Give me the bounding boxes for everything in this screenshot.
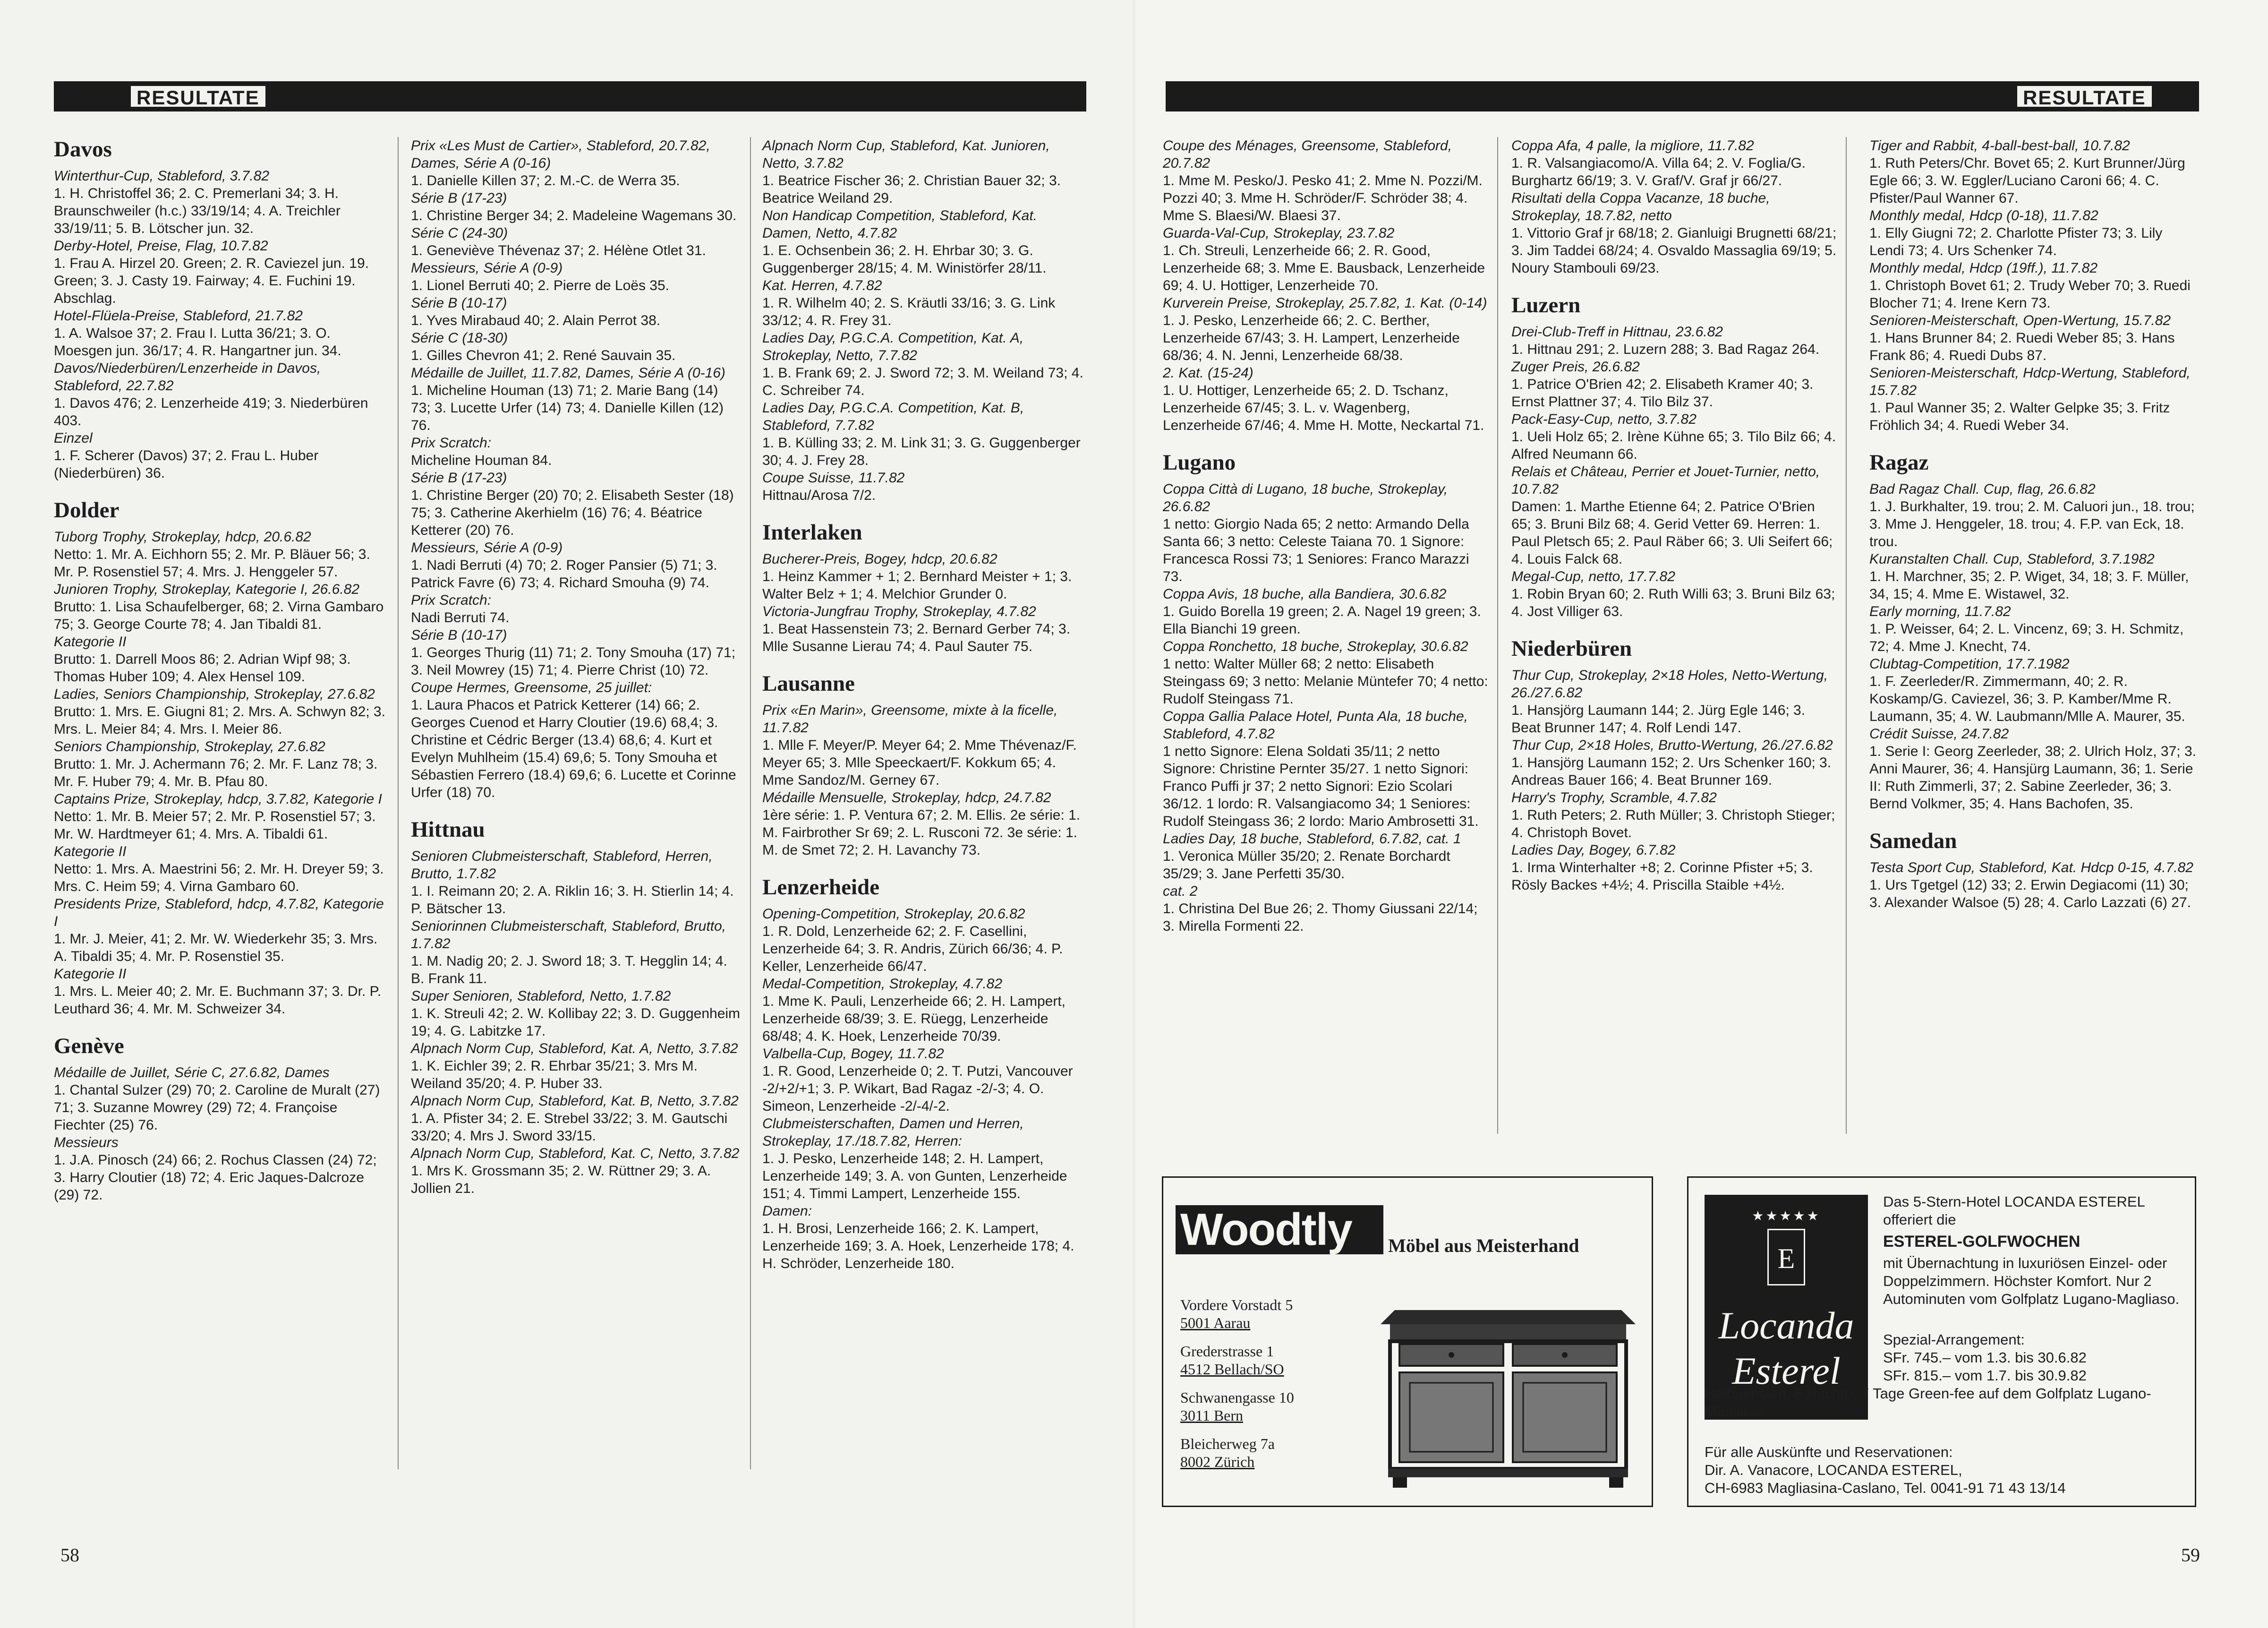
event-title: Ladies Day, P.G.C.A. Competition, Kat. B, Stableford, 7.7.82 — [762, 400, 1024, 433]
result-text: 1. I. Reimann 20; 2. A. Riklin 16; 3. H. Stierlin 14; 4. P. Bätscher 13. — [411, 883, 734, 917]
event-title: Ladies Day, 18 buche, Stableford, 6.7.82, cat. 1 — [1163, 831, 1461, 847]
result-text: 1. R. Wilhelm 40; 2. S. Kräutli 33/16; 3. G. Link 33/12; 4. R. Frey 31. — [762, 295, 1056, 328]
result-text: 1. Mrs. L. Meier 40; 2. Mr. E. Buchmann 37; 3. Dr. P. Leuthard 36; 4. Mr. M. Schweizer 34. — [54, 984, 382, 1017]
result-text: 1 netto: Giorgio Nada 65; 2 netto: Armando Della Santa 66; 3 netto: Celeste Taiana 70. 1 Signore: Francesca Rossi 73; 1 Seniores: Franco Marazzi 73. — [1163, 516, 1469, 584]
event-title: Non Handicap Competition, Stableford, Kat. Damen, Netto, 4.7.82 — [762, 208, 1037, 241]
esterel-price-2: SFr. 815.– vom 1.7. bis 30.9.82 — [1883, 1367, 2087, 1384]
column-divider — [398, 137, 399, 1469]
esterel-advertisement — [1687, 1176, 2196, 1507]
result-text: 1. Lionel Berruti 40; 2. Pierre de Loës 35. — [411, 278, 670, 293]
result-text: 1. K. Eichler 39; 2. R. Ehrbar 35/21; 3. Mrs M. Weiland 35/20; 4. P. Huber 33. — [411, 1058, 698, 1091]
event-title: Coppa Avis, 18 buche, alla Bandiera, 30.6.82 — [1163, 586, 1447, 602]
results-column-left-3 — [762, 137, 1090, 1272]
club-heading: Dolder — [54, 498, 119, 523]
result-text: 1. J. Burkhalter, 19. trou; 2. M. Caluori jun., 18. trou; 3. Mme J. Henggeler, 18. trou; 4. F.P. van Eck, 18. trou. — [1869, 499, 2195, 549]
event-title: Monthly medal, Hdcp (19ff.), 11.7.82 — [1869, 260, 2098, 276]
event-title: Kategorie II — [54, 634, 127, 650]
result-text: 1. Ueli Holz 65; 2. Irène Kühne 65; 3. Tilo Bilz 66; 4. Alfred Neumann 66. — [1511, 429, 1836, 462]
sideboard-illustration — [1381, 1291, 1636, 1490]
result-text: 1. Elly Giugni 72; 2. Charlotte Pfister 73; 3. Lily Lendi 73; 4. Urs Schenker 74. — [1869, 225, 2163, 258]
event-title: Pack-Easy-Cup, netto, 3.7.82 — [1511, 411, 1697, 427]
event-title: Harry's Trophy, Scramble, 4.7.82 — [1511, 790, 1717, 805]
address-street: Grederstrasse 1 — [1180, 1343, 1274, 1360]
club-heading: Luzern — [1511, 293, 1581, 317]
result-text: 1. F. Scherer (Davos) 37; 2. Frau L. Huber (Niederbüren) 36. — [54, 448, 319, 481]
club-heading: Davos — [54, 137, 112, 162]
event-title: cat. 2 — [1163, 883, 1198, 899]
event-title: Médaille de Juillet, Série C, 27.6.82, Dames — [54, 1065, 330, 1080]
section-header-bar — [54, 81, 1086, 111]
event-title: Monthly medal, Hdcp (0-18), 11.7.82 — [1869, 208, 2098, 223]
result-text: Damen: 1. Marthe Etienne 64; 2. Patrice O'Brien 65; 3. Bruni Bilz 68; 4. Gerid Vetter 69. Herren: 1. Paul Pletsch 65; 2. Paul Räber 66; 3. Uli Seifert 66; 4. Louis Falck 68. — [1511, 499, 1833, 567]
event-title: Seniorinnen Clubmeisterschaft, Stableford, Brutto, 1.7.82 — [411, 918, 726, 951]
result-text: 1 netto: Walter Müller 68; 2 netto: Elisabeth Steingass 69; 3 netto: Melanie Müntefer 70; 4 netto: Rudolf Steingass 71. — [1163, 656, 1488, 707]
event-title: Coppa Ronchetto, 18 buche, Strokeplay, 30.6.82 — [1163, 639, 1468, 654]
event-title: Coppa Afa, 4 palle, la migliore, 11.7.82 — [1511, 138, 1754, 154]
result-text: Brutto: 1. Lisa Schaufelberger, 68; 2. Virna Gambaro 75; 3. George Courte 78; 4. Jan Tibaldi 81. — [54, 599, 384, 632]
result-text: 1. J. Pesko, Lenzerheide 148; 2. H. Lampert, Lenzerheide 149; 3. A. von Gunten, Lenzerheide 151; 4. Timmi Lampert, Lenzerheide 155. — [762, 1151, 1067, 1201]
result-text: 1. Vittorio Graf jr 68/18; 2. Gianluigi Brugnetti 68/21; 3. Jim Taddei 68/24; 4. Osvaldo Massaglia 69/19; 5. Noury Stambouli 69/23. — [1511, 225, 1837, 276]
event-title: Bad Ragaz Chall. Cup, flag, 26.6.82 — [1869, 481, 2096, 497]
left-page — [0, 0, 1133, 1628]
result-text: 1. Danielle Killen 37; 2. M.-C. de Werra 35. — [411, 173, 680, 189]
event-title: Série B (10-17) — [411, 627, 507, 643]
results-column-right-3 — [1869, 137, 2197, 911]
event-title: Coupe Suisse, 11.7.82 — [762, 470, 905, 486]
result-text: 1. E. Ochsenbein 36; 2. H. Ehrbar 30; 3. G. Guggenberger 28/15; 4. M. Winistörfer 28/11. — [762, 243, 1047, 276]
result-text: 1. Veronica Müller 35/20; 2. Renate Borchardt 35/29; 3. Jane Perfetti 35/30. — [1163, 848, 1450, 882]
event-title: Thur Cup, Strokeplay, 2×18 Holes, Netto-Wertung, 26./27.6.82 — [1511, 668, 1828, 701]
event-title: Davos/Niederbüren/Lenzerheide in Davos, Stableford, 22.7.82 — [54, 360, 321, 394]
logo-line-2: Esterel — [1732, 1349, 1841, 1392]
event-title: Testa Sport Cup, Stableford, Kat. Hdcp 0-15, 4.7.82 — [1869, 860, 2193, 875]
result-text: 1. Nadi Berruti (4) 70; 2. Roger Pansier (5) 71; 3. Patrick Favre (6) 73; 4. Richard Smouha (9) 74. — [411, 557, 717, 591]
event-title: Guarda-Val-Cup, Strokeplay, 23.7.82 — [1163, 225, 1395, 241]
result-text: Micheline Houman 84. — [411, 453, 552, 468]
event-title: Damen: — [762, 1203, 812, 1219]
result-text: 1. Patrice O'Brien 42; 2. Elisabeth Kramer 40; 3. Ernst Plattner 37; 4. Tilo Bilz 37. — [1511, 377, 1814, 410]
club-heading: Lausanne — [762, 671, 855, 696]
result-text: 1. Robin Bryan 60; 2. Ruth Willi 63; 3. Bruni Bilz 63; 4. Jost Villiger 63. — [1511, 586, 1835, 619]
column-divider — [1497, 137, 1498, 1134]
result-text: 1. Paul Wanner 35; 2. Walter Gelpke 35; 3. Fritz Fröhlich 34; 4. Ruedi Weber 34. — [1869, 400, 2170, 433]
event-title: Médaille Mensuelle, Strokeplay, hdcp, 24.7.82 — [762, 790, 1051, 805]
event-title: Drei-Club-Treff in Hittnau, 23.6.82 — [1511, 324, 1723, 340]
event-title: Early morning, 11.7.82 — [1869, 604, 2011, 619]
event-title: Zuger Preis, 26.6.82 — [1511, 359, 1640, 375]
event-title: Einzel — [54, 430, 93, 446]
event-title: Senioren-Meisterschaft, Hdcp-Wertung, Stableford, 15.7.82 — [1869, 365, 2191, 398]
event-title: Prix Scratch: — [411, 435, 492, 451]
result-text: 1. R. Dold, Lenzerheide 62; 2. F. Casellini, Lenzerheide 64; 3. R. Andris, Zürich 66/36; 4. P. Keller, Lenzerheide 66/47. — [762, 924, 1063, 974]
event-title: Hotel-Flüela-Preise, Stableford, 21.7.82 — [54, 308, 303, 324]
result-text: 1. Urs Tgetgel (12) 33; 2. Erwin Degiacomi (11) 30; 3. Alexander Walsoe (5) 28; 4. Carlo Lazzati (6) 27. — [1869, 877, 2191, 910]
result-text: 1. M. Nadig 20; 2. J. Sword 18; 3. T. Hegglin 14; 4. B. Frank 11. — [411, 953, 727, 986]
result-text: Netto: 1. Mr. B. Meier 57; 2. Mr. P. Rosenstiel 57; 3. Mr. W. Hardtmeyer 61; 4. Mrs. A. Tibaldi 61. — [54, 809, 376, 842]
result-text: 1. Christine Berger 34; 2. Madeleine Wagemans 30. — [411, 208, 737, 223]
event-title: Tuborg Trophy, Strokeplay, hdcp, 20.6.82 — [54, 529, 311, 545]
woodtly-address-bellach — [1180, 1342, 1284, 1378]
esterel-details: Halbpension, 6 Nächte, 7 Tage Green-fee auf dem Golfplatz Lugano-Magliaso. — [1705, 1385, 2151, 1420]
address-city: 5001 Aarau — [1180, 1314, 1251, 1331]
crest-icon: E — [1767, 1229, 1805, 1285]
esterel-contact-1: Dir. A. Vanacore, LOCANDA ESTEREL, — [1705, 1462, 1962, 1478]
page-number: 58 — [60, 1544, 79, 1566]
event-title: Alpnach Norm Cup, Stableford, Kat. C, Netto, 3.7.82 — [411, 1146, 740, 1161]
result-text: Netto: 1. Mr. A. Eichhorn 55; 2. Mr. P. Bläuer 56; 3. Mr. P. Rosenstiel 57; 4. Mrs. J. Henggeler 57. — [54, 547, 370, 580]
section-header-bar — [1166, 81, 2199, 111]
page-number: 59 — [2181, 1544, 2200, 1566]
woodtly-address-zurich — [1180, 1435, 1275, 1471]
club-heading: Genève — [54, 1034, 124, 1058]
result-text: 1. Yves Mirabaud 40; 2. Alain Perrot 38. — [411, 313, 661, 328]
result-text: 1. A. Walsoe 37; 2. Frau I. Lutta 36/21; 3. O. Moesgen jun. 36/17; 4. R. Hangartner jun. 34. — [54, 326, 341, 359]
address-street: Bleicherweg 7a — [1180, 1435, 1275, 1452]
event-title: Victoria-Jungfrau Trophy, Strokeplay, 4.7.82 — [762, 604, 1036, 619]
result-text: 1. Micheline Houman (13) 71; 2. Marie Bang (14) 73; 3. Lucette Urfer (14) 73; 4. Danielle Killen (12) 76. — [411, 383, 724, 433]
esterel-contact-intro: Für alle Auskünfte und Reservationen: — [1705, 1444, 1953, 1460]
event-title: Kuranstalten Chall. Cup, Stableford, 3.7.1982 — [1869, 551, 2155, 567]
event-title: Kurverein Preise, Strokeplay, 25.7.82, 1. Kat. (0-14) — [1163, 295, 1487, 311]
club-heading: Lenzerheide — [762, 875, 879, 900]
event-title: Série C (18-30) — [411, 330, 508, 346]
address-city: 8002 Zürich — [1180, 1453, 1255, 1470]
result-text: 1. Mr. J. Meier, 41; 2. Mr. W. Wiederkehr 35; 3. Mrs. A. Tibaldi 35; 4. Mr. P. Rosenstiel 35. — [54, 931, 378, 964]
result-text: 1. B. Frank 69; 2. J. Sword 72; 3. M. Weiland 73; 4. C. Schreiber 74. — [762, 365, 1083, 398]
event-title: Messieurs — [54, 1135, 119, 1150]
event-title: Risultati della Coppa Vacanze, 18 buche, Strokeplay, 18.7.82, netto — [1511, 190, 1770, 223]
event-title: Coupe Hermes, Greensome, 25 juillet: — [411, 680, 652, 695]
result-text: 1. R. Valsangiacomo/A. Villa 64; 2. V. Foglia/G. Burghartz 66/19; 3. V. Graf/V. Graf jr 66/27. — [1511, 155, 1806, 189]
event-title: Megal-Cup, netto, 17.7.82 — [1511, 569, 1675, 584]
event-title: Médaille de Juillet, 11.7.82, Dames, Série A (0-16) — [411, 365, 725, 381]
result-text: 1. Mlle F. Meyer/P. Meyer 64; 2. Mme Thévenaz/F. Meyer 65; 3. Mlle Speeckaert/F. Kokkum 65; 4. Mme Sandoz/M. Gerney 67. — [762, 737, 1077, 788]
woodtly-address-bern — [1180, 1388, 1294, 1424]
results-column-left-2 — [411, 137, 742, 1197]
result-text: 1. B. Külling 33; 2. M. Link 31; 3. G. Guggenberger 30; 4. J. Frey 28. — [762, 435, 1081, 468]
event-title: Prix «Les Must de Cartier», Stableford, 20.7.82, Dames, Série A (0-16) — [411, 138, 710, 171]
club-heading: Hittnau — [411, 817, 485, 842]
event-title: Coppa Gallia Palace Hotel, Punta Ala, 18 buche, Stableford, 4.7.82 — [1163, 709, 1468, 742]
event-title: Série B (10-17) — [411, 295, 507, 311]
result-text: 1. R. Good, Lenzerheide 0; 2. T. Putzi, Vancouver -2/+2/+1; 3. P. Wikart, Bad Ragaz -2/-3; 4. O. Simeon, Lenzerheide -2/-4/-2. — [762, 1063, 1073, 1114]
event-title: Valbella-Cup, Bogey, 11.7.82 — [762, 1046, 944, 1062]
event-title: Thur Cup, 2×18 Holes, Brutto-Wertung, 26./27.6.82 — [1511, 737, 1833, 753]
result-text: 1. A. Pfister 34; 2. E. Strebel 33/22; 3. M. Gautschi 33/20; 4. Mrs J. Sword 33/15. — [411, 1111, 728, 1144]
address-street: Schwanengasse 10 — [1180, 1389, 1294, 1406]
event-title: Clubmeisterschaften, Damen und Herren, Strokeplay, 17./18.7.82, Herren: — [762, 1116, 1024, 1149]
result-text: 1. P. Weisser, 64; 2. L. Vincenz, 69; 3. H. Schmitz, 72; 4. Mme J. Knecht, 74. — [1869, 621, 2184, 654]
event-title: Junioren Trophy, Strokeplay, Kategorie I, 26.6.82 — [54, 582, 360, 597]
event-title: Super Senioren, Stableford, Netto, 1.7.82 — [411, 988, 671, 1004]
event-title: Série C (24-30) — [411, 225, 508, 241]
result-text: 1. Hittnau 291; 2. Luzern 288; 3. Bad Ragaz 264. — [1511, 342, 1820, 357]
right-page — [1135, 0, 2268, 1628]
result-text: 1. Georges Thurig (11) 71; 2. Tony Smouha (17) 71; 3. Neil Mowrey (15) 71; 4. Pierre Christ (10) 72. — [411, 645, 736, 678]
event-title: Medal-Competition, Strokeplay, 4.7.82 — [762, 976, 1003, 992]
event-title: Alpnach Norm Cup, Stableford, Kat. B, Netto, 3.7.82 — [411, 1093, 739, 1109]
result-text: 1. Christoph Bovet 61; 2. Trudy Weber 70; 3. Ruedi Blocher 71; 4. Irene Kern 73. — [1869, 278, 2191, 311]
results-column-right-1 — [1163, 137, 1489, 935]
address-city: 3011 Bern — [1180, 1407, 1244, 1424]
result-text: 1. H. Marchner, 35; 2. P. Wiget, 34, 18; 3. F. Müller, 34, 15; 4. Mme E. Wistawel, 32. — [1869, 569, 2189, 602]
event-title: Série B (17-23) — [411, 190, 507, 206]
column-divider — [1846, 137, 1847, 1134]
result-text: Nadi Berruti 74. — [411, 610, 510, 625]
results-column-right-2 — [1511, 137, 1837, 894]
result-text: 1. Beatrice Fischer 36; 2. Christian Bauer 32; 3. Beatrice Weiland 29. — [762, 173, 1061, 206]
result-text: 1. Gilles Chevron 41; 2. René Sauvain 35. — [411, 348, 676, 363]
result-text: 1. Hansjörg Laumann 152; 2. Urs Schenker 160; 3. Andreas Bauer 166; 4. Beat Brunner 169. — [1511, 755, 1832, 788]
result-text: 1. Hans Brunner 84; 2. Ruedi Weber 85; 3. Hans Frank 86; 4. Ruedi Dubs 87. — [1869, 330, 2175, 363]
result-text: 1. Hansjörg Laumann 144; 2. Jürg Egle 146; 3. Beat Brunner 147; 4. Rolf Lendi 147. — [1511, 703, 1806, 736]
event-title: 2. Kat. (15-24) — [1163, 365, 1253, 381]
results-column-left-1 — [54, 137, 390, 1204]
address-city: 4512 Bellach/SO — [1180, 1361, 1284, 1378]
result-text: 1. Mrs K. Grossmann 35; 2. W. Rüttner 29; 3. A. Jollien 21. — [411, 1163, 711, 1196]
esterel-price-1: SFr. 745.– vom 1.3. bis 30.6.82 — [1883, 1349, 2087, 1366]
event-title: Presidents Prize, Stableford, hdcp, 4.7.82, Kategorie I — [54, 896, 384, 929]
event-title: Opening-Competition, Strokeplay, 20.6.82 — [762, 906, 1025, 922]
section-header-label: RESULTATE — [129, 85, 267, 108]
section-header-label: RESULTATE — [2016, 85, 2153, 108]
event-title: Série B (17-23) — [411, 470, 507, 486]
result-text: 1. Laura Phacos et Patrick Ketterer (14) 66; 2. Georges Cuenod et Harry Cloutier (19.6) 68,4; 3. Christine et Cédric Berger (13.4) 68,6; 4. Kurt et Evelyn Muhlheim (15.4) 69,6; 5. Tony Smouha et Sébastien Ferrero (18.4) 69,6; 6. Lucette et Corinne Urfer (18) 70. — [411, 697, 736, 800]
event-title: Messieurs, Série A (0-9) — [411, 540, 563, 556]
event-title: Coupe des Ménages, Greensome, Stableford, 20.7.82 — [1163, 138, 1452, 171]
event-title: Alpnach Norm Cup, Stableford, Kat. Junioren, Netto, 3.7.82 — [762, 138, 1050, 171]
result-text: 1. K. Streuli 42; 2. W. Kollibay 22; 3. D. Guggenheim 19; 4. G. Labitzke 17. — [411, 1006, 741, 1039]
result-text: 1. Chantal Sulzer (29) 70; 2. Caroline de Muralt (27) 71; 3. Suzanne Mowrey (29) 72; 4. Françoise Fiechter (25) 76. — [54, 1082, 380, 1133]
woodtly-logo: Woodtly — [1176, 1205, 1383, 1254]
result-text: 1. Mme M. Pesko/J. Pesko 41; 2. Mme N. Pozzi/M. Pozzi 40; 3. Mme H. Schröder/F. Schröder 38; 4. Mme S. Blaesi/W. Blaesi 37. — [1163, 173, 1483, 223]
event-title: Bucherer-Preis, Bogey, hdcp, 20.6.82 — [762, 551, 998, 567]
event-title: Derby-Hotel, Preise, Flag, 10.7.82 — [54, 238, 268, 254]
event-title: Tiger and Rabbit, 4-ball-best-ball, 10.7.82 — [1869, 138, 2130, 154]
result-text: 1. J.A. Pinosch (24) 66; 2. Rochus Classen (24) 72; 3. Harry Cloutier (18) 72; 4. Eric Jaques-Dalcroze (29) 72. — [54, 1152, 377, 1203]
event-title: Prix Scratch: — [411, 592, 492, 608]
club-heading: Lugano — [1163, 450, 1236, 475]
result-text: 1. Ruth Peters/Chr. Bovet 65; 2. Kurt Brunner/Jürg Egle 66; 3. W. Eggler/Luciano Caroni 66; 4. C. Pfister/Paul Wanner 67. — [1869, 155, 2185, 206]
column-divider — [750, 137, 751, 1469]
woodtly-address-aarau — [1180, 1296, 1293, 1332]
result-text: 1. Irma Winterhalter +8; 2. Corinne Pfister +5; 3. Rösly Backes +4½; 4. Priscilla Staible +4½. — [1511, 860, 1813, 893]
result-text: 1. Geneviève Thévenaz 37; 2. Hélène Otlet 31. — [411, 243, 706, 258]
woodtly-tagline: Möbel aus Meisterhand — [1388, 1235, 1579, 1256]
event-title: Captains Prize, Strokeplay, hdcp, 3.7.82, Kategorie I — [54, 791, 382, 807]
address-street: Vordere Vorstadt 5 — [1180, 1296, 1293, 1313]
event-title: Crédit Suisse, 24.7.82 — [1869, 726, 2009, 742]
esterel-contact-2: CH-6983 Magliasina-Caslano, Tel. 0041-91 71 43 13/14 — [1705, 1480, 2066, 1496]
esterel-special-label: Spezial-Arrangement: — [1883, 1331, 2025, 1348]
event-title: Winterthur-Cup, Stableford, 3.7.82 — [54, 168, 270, 184]
result-text: 1. J. Pesko, Lenzerheide 66; 2. C. Berther, Lenzerheide 67/43; 3. H. Lampert, Lenzerheide 68/36; 4. N. Jenni, Lenzerheide 68/38. — [1163, 313, 1460, 363]
event-title: Coppa Città di Lugano, 18 buche, Strokeplay, 26.6.82 — [1163, 481, 1448, 514]
result-text: Hittnau/Arosa 7/2. — [762, 488, 876, 503]
club-heading: Ragaz — [1869, 450, 1929, 475]
result-text: 1. Beat Hassenstein 73; 2. Bernard Gerber 74; 3. Mlle Susanne Lierau 74; 4. Paul Sauter 75. — [762, 621, 1071, 654]
event-title: Alpnach Norm Cup, Stableford, Kat. A, Netto, 3.7.82 — [411, 1041, 738, 1056]
result-text: 1. Ruth Peters; 2. Ruth Müller; 3. Christoph Stieger; 4. Christoph Bovet. — [1511, 807, 1835, 840]
woodtly-advertisement — [1162, 1176, 1653, 1507]
esterel-intro: Das 5-Stern-Hotel LOCANDA ESTEREL offeriert die — [1883, 1193, 2145, 1228]
result-text: 1. H. Christoffel 36; 2. C. Premerlani 34; 3. H. Braunschweiler (h.c.) 33/19/14; 4. A. Treichler 33/19/11; 5. B. Lötscher jun. 32. — [54, 186, 341, 236]
five-stars-icon: ★★★★★ — [1752, 1208, 1821, 1223]
result-text: 1 netto Signore: Elena Soldati 35/11; 2 netto Signore: Christine Pernter 35/27. 1 netto Signori: Franco Puffi jr 37; 2 netto Signori: Ezio Scolari 36/12. 1 lordo: R. Valsangiacomo 34; 1 Seniores: Rudolf Steingass 36; 2 lordo: Mario Ambrosetti 31. — [1163, 744, 1479, 829]
club-heading: Samedan — [1869, 829, 1957, 853]
result-text: Brutto: 1. Darrell Moos 86; 2. Adrian Wipf 98; 3. Thomas Huber 109; 4. Alex Hensel 109. — [54, 651, 351, 685]
result-text: Brutto: 1. Mr. J. Achermann 76; 2. Mr. F. Lanz 78; 3. Mr. F. Huber 79; 4. Mr. B. Pfau 80. — [54, 756, 378, 789]
result-text: 1. Guido Borella 19 green; 2. A. Nagel 19 green; 3. Ella Bianchi 19 green. — [1163, 604, 1481, 637]
result-text: Netto: 1. Mrs. A. Maestrini 56; 2. Mr. H. Dreyer 59; 3. Mrs. C. Heim 59; 4. Virna Gambaro 60. — [54, 861, 384, 894]
event-title: Clubtag-Competition, 17.7.1982 — [1869, 656, 2070, 672]
event-title: Seniors Championship, Strokeplay, 27.6.82 — [54, 739, 325, 754]
event-title: Senioren-Meisterschaft, Open-Wertung, 15.7.82 — [1869, 313, 2171, 328]
event-title: Kategorie II — [54, 844, 127, 859]
event-title: Messieurs, Série A (0-9) — [411, 260, 563, 276]
result-text: 1. Frau A. Hirzel 20. Green; 2. R. Caviezel jun. 19. Green; 3. J. Casty 19. Fairway; 4. E. Fuchini 19. Abschlag. — [54, 256, 369, 306]
result-text: 1. Christina Del Bue 26; 2. Thomy Giussani 22/14; 3. Mirella Formenti 22. — [1163, 901, 1478, 934]
club-heading: Niederbüren — [1511, 636, 1632, 661]
event-title: Kat. Herren, 4.7.82 — [762, 278, 882, 293]
logo-line-1: Locanda — [1718, 1304, 1854, 1347]
result-text: 1ère série: 1. P. Ventura 67; 2. M. Ellis. 2e série: 1. M. Fairbrother Sr 69; 2. L. Rusconi 72. 3e série: 1. M. de Smet 72; 2. H. Lavanchy 73. — [762, 807, 1081, 858]
event-title: Ladies, Seniors Championship, Strokeplay, 27.6.82 — [54, 686, 375, 702]
club-heading: Interlaken — [762, 520, 862, 545]
result-text: 1. Serie I: Georg Zeerleder, 38; 2. Ulrich Holz, 37; 3. Anni Maurer, 36; 4. Hansjürg Laumann, 36; 1. Serie II: Ruth Zimmerli, 37; 2. Sabine Zeerleder, 36; 3. Bernd Volkmer, 35; 4. Hans Bachofen, 35. — [1869, 744, 2196, 812]
event-title: Ladies Day, Bogey, 6.7.82 — [1511, 842, 1676, 858]
event-title: Prix «En Marin», Greensome, mixte à la ficelle, 11.7.82 — [762, 703, 1058, 736]
result-text: 1. U. Hottiger, Lenzerheide 65; 2. D. Tschanz, Lenzerheide 67/45; 3. L. v. Wagenberg, Lenzerheide 67/46; 4. Mme H. Motte, Neckartal 71. — [1163, 383, 1484, 433]
event-title: Senioren Clubmeisterschaft, Stableford, Herren, Brutto, 1.7.82 — [411, 848, 713, 882]
event-title: Relais et Château, Perrier et Jouet-Turnier, netto, 10.7.82 — [1511, 464, 1820, 497]
result-text: 1. F. Zeerleder/R. Zimmermann, 40; 2. R. Koskamp/G. Caviezel, 36; 3. P. Kamber/Mme R. Laumann, 35; 4. W. Laubmann/Mlle A. Maurer, 35. — [1869, 674, 2185, 724]
esterel-description: mit Übernachtung in luxuriösen Einzel- oder Doppelzimmern. Höchster Komfort. Nur 2 Autominuten vom Golfplatz Lugano-Magliaso. — [1883, 1255, 2180, 1307]
result-text: 1. Davos 476; 2. Lenzerheide 419; 3. Niederbüren 403. — [54, 395, 368, 428]
result-text: 1. Christine Berger (20) 70; 2. Elisabeth Sester (18) 75; 3. Catherine Akerhielm (16) 76; 4. Béatrice Ketterer (20) 76. — [411, 488, 734, 538]
result-text: 1. Mme K. Pauli, Lenzerheide 66; 2. H. Lampert, Lenzerheide 68/39; 3. E. Rüegg, Lenzerheide 68/48; 4. K. Hoek, Lenzerheide 70/39. — [762, 994, 1066, 1044]
esterel-headline: ESTEREL-GOLFWOCHEN — [1883, 1233, 2080, 1251]
result-text: Brutto: 1. Mrs. E. Giugni 81; 2. Mrs. A. Schwyn 82; 3. Mrs. L. Meier 84; 4. Mrs. I. Meier 86. — [54, 704, 385, 737]
result-text: 1. H. Brosi, Lenzerheide 166; 2. K. Lampert, Lenzerheide 169; 3. A. Hoek, Lenzerheide 178; 4. H. Schröder, Lenzerheide 180. — [762, 1221, 1074, 1271]
result-text: 1. Ch. Streuli, Lenzerheide 66; 2. R. Good, Lenzerheide 68; 3. Mme E. Bausback, Lenzerheide 69; 4. U. Hottiger, Lenzerheide 70. — [1163, 243, 1485, 293]
event-title: Kategorie II — [54, 966, 127, 982]
event-title: Ladies Day, P.G.C.A. Competition, Kat. A, Strokeplay, Netto, 7.7.82 — [762, 330, 1024, 363]
result-text: 1. Heinz Kammer + 1; 2. Bernhard Meister + 1; 3. Walter Belz + 1; 4. Melchior Grunder 0. — [762, 569, 1072, 602]
